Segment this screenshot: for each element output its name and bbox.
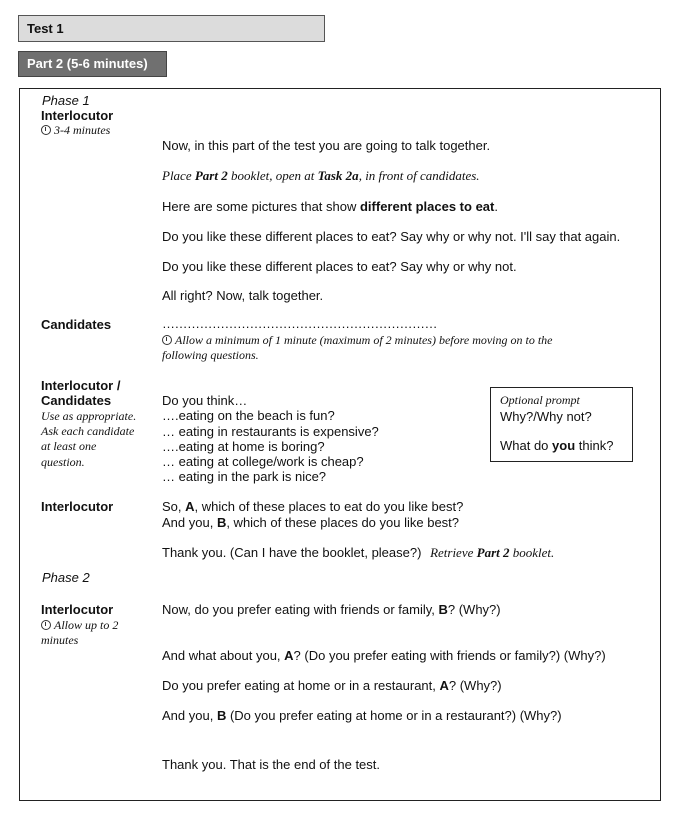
candidates-note-1-text: Allow a minimum of 1 minute (maximum of 2 minutes) before moving on to the — [175, 333, 553, 347]
q4-pre: And you, — [162, 708, 217, 723]
q3-post: ? (Why?) — [448, 678, 502, 693]
test-title-box — [18, 15, 325, 42]
ic-question-0: Do you think… — [162, 393, 248, 408]
i2-retrieve-pre: Retrieve — [430, 545, 477, 560]
phase1-timing-text: 3-4 minutes — [54, 123, 111, 137]
phase1-line6: All right? Now, talk together. — [162, 288, 324, 303]
optional-prompt-line1: Why?/Why not? — [500, 409, 592, 424]
candidates-note-1 — [162, 333, 553, 348]
q3-pre: Do you prefer eating at home or in a restaurant, — [162, 678, 440, 693]
phase1-instruction — [162, 168, 480, 184]
i2-l2-pre: And you, — [162, 515, 217, 530]
ic-guidance-3: at least one — [41, 439, 97, 453]
q1-bold: B — [438, 602, 448, 617]
phase2-timing-1 — [41, 618, 118, 633]
i2-l2-bold: B — [216, 515, 227, 530]
prompt-line2-bold: you — [552, 438, 576, 453]
i2-l1-pre: So, — [162, 499, 186, 514]
line3-post: . — [494, 199, 498, 214]
interlocutor2-line2 — [162, 515, 459, 530]
phase1-line4: Do you like these different places to eat? Say why or why not. I'll say that again. — [162, 229, 621, 244]
clock-icon — [41, 125, 51, 135]
ic-question-1: ….eating on the beach is fun? — [162, 408, 335, 423]
i2-l2-post: , which of these places do you like best? — [226, 515, 460, 530]
instruction-part: Part 2 — [194, 168, 228, 183]
interlocutor2-thanks — [162, 545, 554, 561]
i2-retrieve-post: booklet. — [509, 545, 555, 560]
candidates-role: Candidates — [41, 317, 112, 332]
q4-bold: B — [216, 708, 227, 723]
ic-question-4: … eating at college/work is cheap? — [162, 454, 364, 469]
q4-post: (Do you prefer eating at home or in a restaurant?) (Why?) — [226, 708, 562, 723]
i2-thanks: Thank you. (Can I have the booklet, please?) — [162, 545, 422, 560]
phase2-role: Interlocutor — [41, 602, 114, 617]
candidates-note-2: following questions. — [162, 348, 259, 362]
optional-prompt-line2 — [500, 438, 613, 453]
prompt-line2-post: think? — [575, 438, 614, 453]
phase1-heading: Phase 1 — [42, 93, 90, 108]
phase1-line1: Now, in this part of the test you are going to talk together. — [162, 138, 491, 153]
phase1-line3 — [162, 199, 498, 214]
ic-question-2: … eating in restaurants is expensive? — [162, 424, 379, 439]
instruction-mid: booklet, open at — [227, 168, 318, 183]
phase2-q3 — [162, 678, 502, 693]
i2-retrieve-part: Part 2 — [476, 545, 510, 560]
part-title: Part 2 (5-6 minutes) — [27, 56, 148, 71]
q2-bold: A — [284, 648, 294, 663]
phase2-q1 — [162, 602, 501, 617]
i2-l1-bold: A — [185, 499, 195, 514]
prompt-line2-pre: What do — [500, 438, 553, 453]
ic-guidance-4: question. — [41, 455, 85, 469]
phase1-timing — [41, 123, 110, 138]
i2-retrieve — [430, 545, 554, 560]
test-title: Test 1 — [27, 21, 64, 36]
ic-guidance-1: Use as appropriate. — [41, 409, 137, 423]
phase1-line5: Do you like these different places to eat? Say why or why not. — [162, 259, 517, 274]
ic-role-line2: Candidates — [41, 393, 112, 408]
q2-post: ? (Do you prefer eating with friends or family?) (Why?) — [293, 648, 606, 663]
part-title-box — [18, 51, 167, 77]
line3-bold: different places to eat — [359, 199, 495, 214]
phase2-q4 — [162, 708, 562, 723]
ic-question-5: … eating in the park is nice? — [162, 469, 327, 484]
i2-l1-post: , which of these places to eat do you like best? — [194, 499, 464, 514]
q1-pre: Now, do you prefer eating with friends or family, — [162, 602, 439, 617]
phase2-heading: Phase 2 — [42, 570, 90, 585]
candidates-dots: ………………………………………………………… — [162, 316, 437, 331]
interlocutor2-role: Interlocutor — [41, 499, 114, 514]
optional-prompt-title: Optional prompt — [500, 393, 580, 407]
phase2-timing-2: minutes — [41, 633, 79, 647]
line3-pre: Here are some pictures that show — [162, 199, 360, 214]
phase1-role: Interlocutor — [41, 108, 114, 123]
instruction-post: , in front of candidates. — [358, 168, 480, 183]
ic-guidance-2: Ask each candidate — [41, 424, 135, 438]
instruction-task: Task 2a — [317, 168, 359, 183]
q3-bold: A — [439, 678, 449, 693]
phase2-timing-1-text: Allow up to 2 — [54, 618, 119, 632]
instruction-pre: Place — [162, 168, 195, 183]
interlocutor2-line1 — [162, 499, 463, 514]
phase2-q2 — [162, 648, 606, 663]
q1-post: ? (Why?) — [447, 602, 501, 617]
q2-pre: And what about you, — [162, 648, 285, 663]
ic-role-line1: Interlocutor / — [41, 378, 121, 393]
clock-icon — [41, 620, 51, 630]
clock-icon — [162, 335, 172, 345]
ic-question-3: ….eating at home is boring? — [162, 439, 325, 454]
phase2-end: Thank you. That is the end of the test. — [162, 757, 381, 772]
